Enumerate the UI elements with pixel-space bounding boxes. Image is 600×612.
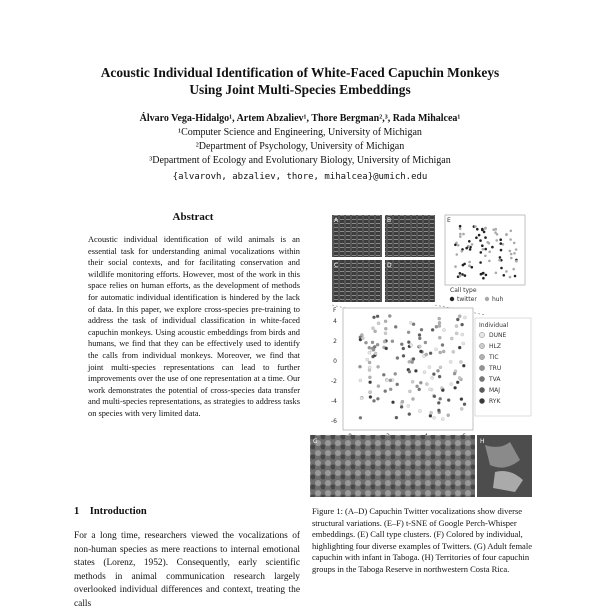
scatter-point [462,264,465,267]
scatter-point [496,233,499,236]
intro-text: For a long time, researchers viewed the vocalizations of non-human species as mere reactions to internal emotional states (Lorenz, 1952). Consequently, early scientific methods in animal communication research largely overlooked individual differences and context, treating the calls [74,531,300,609]
section-number: 1 [74,506,80,517]
scatter-point [441,389,444,392]
scatter-point [436,369,439,372]
legend-label-huh: huh [492,296,504,303]
scatter-point [513,252,516,255]
scatter-point [500,267,503,270]
title-line-1: Acoustic Individual Identification of White-Faced Capuchin Monkeys [100,65,500,80]
scatter-point [484,227,487,230]
scatter-point [384,332,387,335]
panel-label-d: D [387,262,392,269]
scatter-point [468,264,471,267]
legend-label: HLZ [489,343,501,350]
legend-label-twitter: twitter [457,296,477,303]
legend-marker [479,343,484,348]
scatter-point [364,341,367,344]
panel-label-g: G [313,438,318,445]
legend-marker-twitter [450,297,454,301]
scatter-point [439,366,442,369]
scatter-point [457,244,460,247]
figure-graphic [305,210,535,500]
legend-label: TVA [489,376,501,383]
scatter-point [450,383,453,386]
scatter-point [460,407,463,410]
scatter-point [480,273,483,276]
scatter-point [481,228,484,231]
scatter-point [429,352,432,355]
scatter-point [425,353,428,356]
scatter-point [384,390,387,393]
scatter-point [515,248,518,251]
scatter-point [459,228,462,231]
title-line-2: Using Joint Multi-Species Embeddings [189,82,411,97]
scatter-point [412,323,415,326]
scatter-point [418,409,421,412]
scatter-point [478,234,481,237]
scatter-point [453,372,456,375]
scatter-point [454,386,457,389]
scatter-point [459,235,462,238]
scatter-point [438,336,441,339]
scatter-point [484,255,487,258]
legend-marker [479,332,484,337]
scatter-point [394,325,397,328]
call-type-scatter [445,215,525,303]
scatter-point [492,228,495,231]
scatter-point [371,327,374,330]
scatter-point [500,242,503,245]
scatter-point [435,348,438,351]
scatter-point [430,411,433,414]
scatter-point [377,385,380,388]
scatter-point [361,337,364,340]
scatter-point [438,375,441,378]
scatter-point [499,256,502,259]
panel-label-a: A [334,217,339,224]
scatter-point [454,265,457,268]
scatter-point [407,341,410,344]
scatter-point [391,340,394,343]
legend-marker-huh [485,297,489,301]
scatter-point [514,275,517,278]
y-tick-label: -2 [331,378,337,385]
scatter-point [450,337,453,340]
scatter-point [498,259,501,262]
scatter-point [384,320,387,323]
scatter-point [456,318,459,321]
scatter-point [459,272,462,275]
scatter-point [449,360,452,363]
scatter-point [412,357,415,360]
scatter-point [411,397,414,400]
scatter-point [503,274,506,277]
scatter-point [461,273,464,276]
scatter-point [468,245,471,248]
abstract-text: Acoustic individual identification of wild animals is an essential task for understanding animal vocalizations within their social contexts, and for facilitating conservation and wildlife monitoring efforts. However, most of the work in this space relies on human efforts, as the development of methods for automatic individual identification is hindered by the lack of data. In this paper, we explore cross-species pre-training to address the task of individual classification in white-faced capuchin monkeys. Using acoustic embeddings from birds and humans, we find that they can be effectively used to identify the calls from individual monkeys. Moreover, we find that joint multi-species representations can lead to further improvements over the use of one representation at a time. Our work demonstrates the potential of cross-species data transfer and multi-species representations, as strategies to address tasks on species with very limited data. [88,235,300,418]
scatter-point [418,337,421,340]
scatter-point [437,401,440,404]
scatter-point [384,327,387,330]
scatter-point [377,365,380,368]
scatter-point [368,366,371,369]
scatter-point [372,399,375,402]
scatter-point [447,399,450,402]
scatter-point [456,253,459,256]
scatter-point [408,370,411,373]
paper-title [40,64,560,98]
scatter-point [463,403,466,406]
scatter-point [428,388,431,391]
scatter-point [442,350,445,353]
scatter-point [373,345,376,348]
scatter-point [479,261,482,264]
scatter-point [389,388,392,391]
scatter-point [371,341,374,344]
scatter-point [468,240,471,243]
y-tick-label: 0 [333,358,337,365]
legend-marker [479,365,484,370]
section-title: Introduction [89,506,147,517]
scatter-point [400,343,403,346]
scatter-point [458,315,461,318]
scatter-point [463,316,466,319]
legend-label: RYK [489,398,501,405]
scatter-point [395,416,398,419]
scatter-point [482,248,485,251]
scatter-point [418,333,421,336]
scatter-point [484,236,487,239]
scatter-point [388,314,391,317]
scatter-point [420,328,423,331]
individual-scatter [331,307,473,440]
panel-label-f: F [333,307,337,314]
scatter-point [396,356,399,359]
scatter-point [505,270,508,273]
scatter-point [418,345,421,348]
scatter-point [402,347,405,350]
scatter-point [462,233,465,236]
legend-label: DUNE [489,332,507,339]
scatter-point [376,315,379,318]
call-type-legend-title: Call type [450,287,477,294]
scatter-point [438,324,441,327]
scatter-point [474,225,477,228]
scatter-point [459,360,462,363]
scatter-point [462,364,465,367]
scatter-point [456,381,459,384]
scatter-point [408,390,411,393]
scatter-point [471,266,474,269]
scatter-point [431,328,434,331]
figure-caption: Figure 1: (A–D) Capuchin Twitter vocalizations show diverse structural variations. (E–F) t-SNE of Google Perch-Whisper embeddings. (E) Call type clusters. (F) Colored by individual, highlighting four diverse examples of Twitters. (G) Adult female capuchin with infant in Taboga. (H) Territories of four capuchin groups in the Taboga Reserve in northwestern Costa Rica. [312,506,532,574]
scatter-point [372,316,375,319]
scatter-point [464,274,467,277]
scatter-point [495,239,498,242]
scatter-point [480,251,483,254]
scatter-point [447,414,450,417]
scatter-point [432,373,435,376]
scatter-point [513,242,516,245]
scatter-point [505,234,508,237]
scatter-point [509,238,512,241]
scatter-point [368,351,371,354]
scatter-point [459,275,462,278]
scatter-point [499,238,502,241]
scatter-point [461,250,464,253]
scatter-point [368,376,371,379]
scatter-point [376,397,379,400]
individual-legend-title: Individual [479,322,509,329]
scatter-point [462,342,465,345]
scatter-point [455,332,458,335]
scatter-point [454,244,457,247]
scatter-point [382,373,385,376]
abstract-heading: Abstract [172,211,214,223]
panel-label-b: B [387,217,392,224]
scatter-point [438,317,441,320]
legend-label: TIC [489,354,499,361]
legend-label: TRU [489,365,502,372]
scatter-point [408,413,411,416]
scatter-point [438,321,441,324]
scatter-point [509,250,512,253]
scatter-point [360,397,363,400]
scatter-point [369,391,372,394]
scatter-point [458,376,461,379]
scatter-point [419,350,422,353]
scatter-point [418,388,421,391]
panel-label-h: H [480,438,485,445]
scatter-point [510,257,513,260]
scatter-point [495,272,498,275]
scatter-point [423,371,426,374]
scatter-point [455,325,458,328]
scatter-point [481,244,484,247]
scatter-point [368,361,371,364]
scatter-point [484,248,487,251]
scatter-point [394,372,397,375]
scatter-point [359,416,362,419]
scatter-point [441,343,444,346]
scatter-point [428,366,431,369]
scatter-point [469,248,472,251]
scatter-point [515,260,518,263]
scatter-point [458,346,461,349]
section-heading [74,506,147,517]
scatter-point [374,330,377,333]
affiliation-1: ¹Computer Science and Engineering, University of Michigan [178,127,422,138]
scatter-point [452,350,455,353]
scatter-point [358,365,361,368]
figure-1 [305,210,535,500]
spectrogram-d [385,260,435,302]
scatter-point [411,380,414,383]
scatter-point [410,344,413,347]
scatter-point [510,230,513,233]
panel-label-e: E [447,217,451,224]
scatter-point [500,249,503,252]
scatter-point [461,323,464,326]
scatter-point [359,379,362,382]
scatter-point [435,325,438,328]
spectrogram-b [385,215,435,257]
authors: Álvaro Vega-Hidalgo¹, Artem Abzaliev¹, Thore Bergman²,³, Rada Mihalcea¹ [139,113,461,124]
spectrogram-c [332,260,382,302]
scatter-point [429,414,432,417]
scatter-point [407,331,410,334]
individual-legend [475,318,531,416]
scatter-point [408,360,411,363]
scatter-point [459,225,462,228]
scatter-point [385,379,388,382]
scatter-point [442,328,445,331]
scatter-point [509,276,512,279]
scatter-point [437,409,440,412]
scatter-point [424,341,427,344]
scatter-point [425,383,428,386]
scatter-point [416,385,419,388]
spectrogram-panels [332,215,435,302]
scatter-point [471,243,474,246]
scatter-point [483,231,486,234]
scatter-point [368,346,371,349]
legend-marker [479,398,484,403]
scatter-point [402,354,405,357]
photo-capuchin [310,435,475,497]
scatter-point [376,343,379,346]
scatter-point [512,268,515,271]
scatter-point [433,395,436,398]
scatter-point [441,418,444,421]
scatter-point [475,236,478,239]
panel-label-c: C [334,262,339,269]
scatter-point [461,333,464,336]
scatter-point [479,239,482,242]
scatter-point [391,401,394,404]
scatter-point [366,358,369,361]
legend-marker [479,376,484,381]
scatter-point [383,340,386,343]
scatter-point [488,260,491,263]
scatter-point [385,347,388,350]
scatter-point [411,361,414,364]
y-tick-label: -4 [331,398,337,405]
legend-label: MAJ [489,387,501,394]
scatter-point [491,246,494,249]
author-emails: {alvarovh, abzaliev, thore, mihalcea}@umich.edu [172,172,428,182]
scatter-point [510,253,513,256]
scatter-point [433,416,436,419]
scatter-point [396,383,399,386]
spectrogram-a [332,215,382,257]
scatter-point [369,395,372,398]
scatter-point [488,251,491,254]
legend-marker [479,354,484,359]
scatter-point [369,381,372,384]
scatter-point [459,233,462,236]
scatter-point [400,405,403,408]
scatter-point [374,352,377,355]
legend-marker [479,387,484,392]
scatter-point [482,277,485,280]
y-tick-label: 4 [333,318,337,325]
affiliation-2: ²Department of Psychology, University of Michigan [195,141,405,152]
scatter-point [389,379,392,382]
scatter-point [401,400,404,403]
scatter-point [419,381,422,384]
scatter-point [486,241,489,244]
scatter-point [476,228,479,231]
scatter-point [431,376,434,379]
affiliation-3: ³Department of Ecology and Evolutionary Biology, University of Michigan [149,155,451,166]
scatter-point [485,274,488,277]
scatter-point [439,397,442,400]
scatter-point [407,404,410,407]
y-tick-label: 2 [333,338,337,345]
scatter-point [468,261,471,264]
scatter-point [409,321,412,324]
scatter-point [414,369,417,372]
scatter-point [439,351,442,354]
scatter-point [377,322,380,325]
y-tick-label: -6 [331,418,337,425]
scatter-point [460,398,463,401]
